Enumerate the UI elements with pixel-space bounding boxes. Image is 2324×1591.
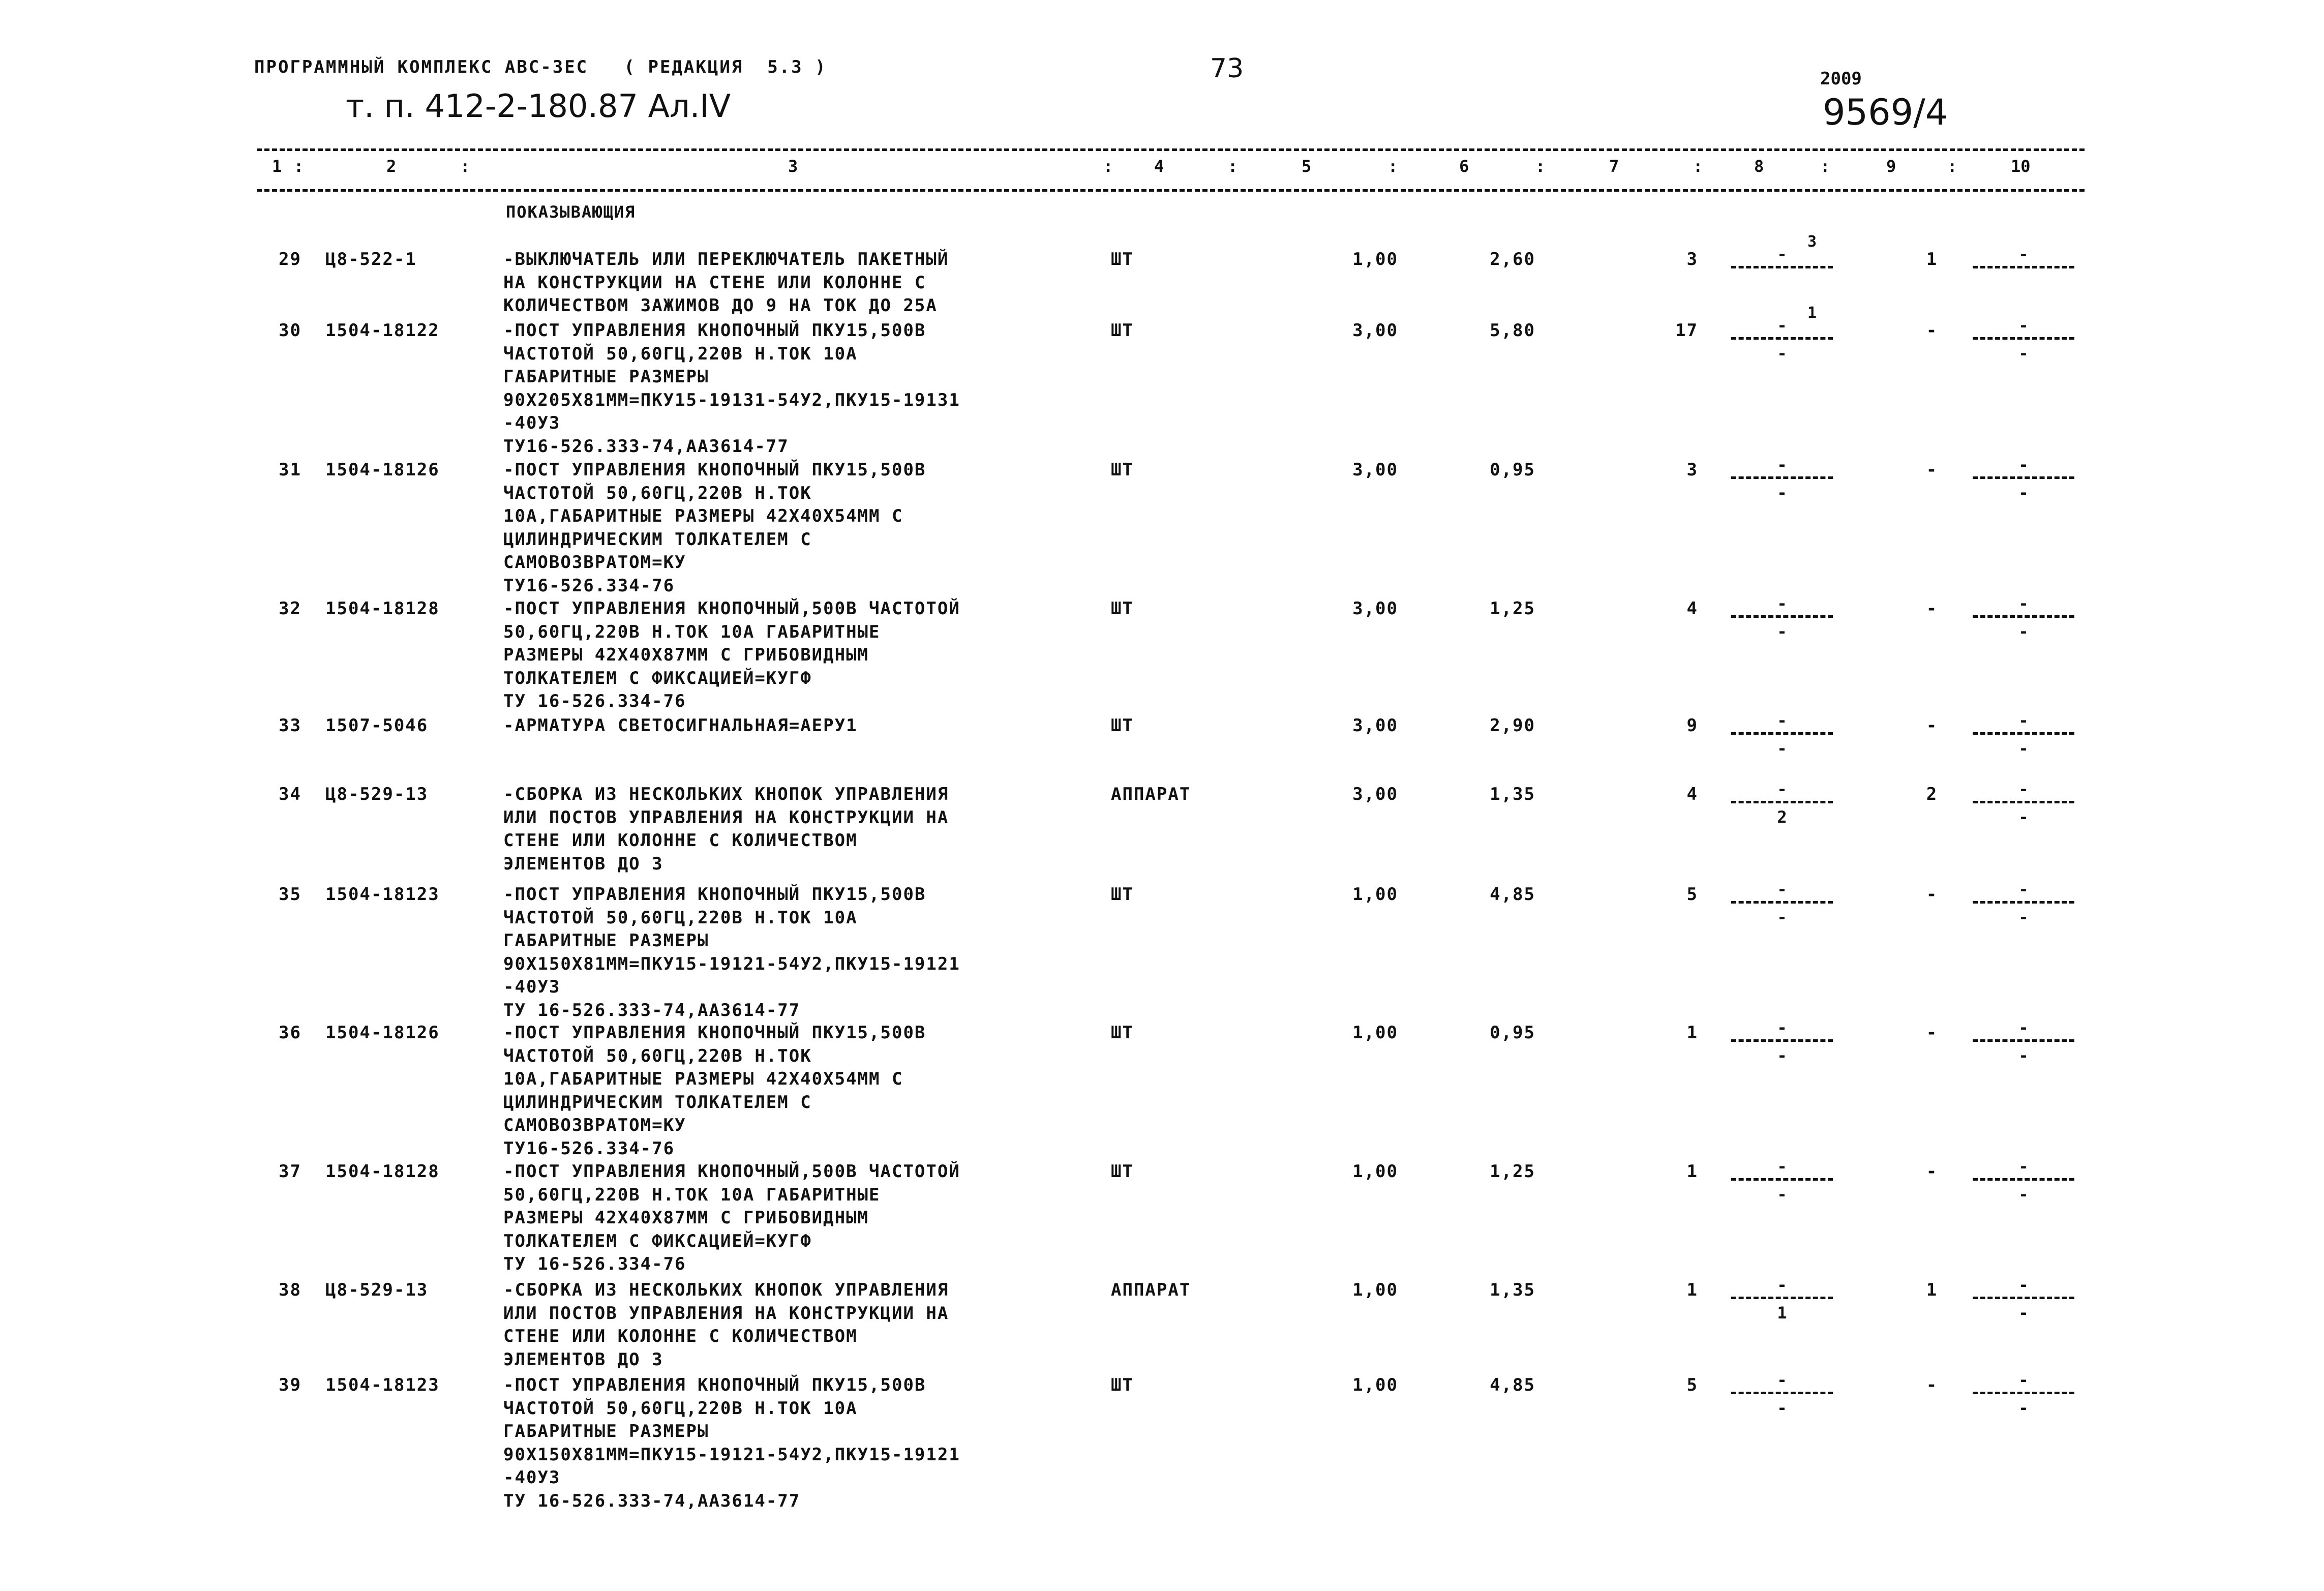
column-10-fraction bbox=[1973, 1276, 2074, 1322]
column-8-fraction-denominator: - bbox=[1777, 622, 1787, 641]
column-10-fraction-numerator: - bbox=[2018, 316, 2029, 335]
column-10-fraction bbox=[1973, 1019, 2074, 1064]
unit-price: 2,90 bbox=[1490, 715, 1535, 736]
column-7-value: 4 bbox=[1686, 784, 1698, 804]
item-description: -СБОРКА ИЗ НЕСКОЛЬКИХ КНОПОК УПРАВЛЕНИЯ ИЛИ ПОСТОВ УПРАВЛЕНИЯ НА КОНСТРУКЦИИ НА СТЕНЕ ИЛИ КОЛОННЕ С КОЛИЧЕСТВОМ ЭЛЕМЕНТОВ ДО 3 bbox=[503, 784, 949, 874]
column-10-fraction-divider bbox=[1973, 732, 2074, 735]
column-7-value: 17 bbox=[1675, 320, 1698, 341]
column-header-8: 8 bbox=[1754, 157, 1764, 176]
column-9-value: - bbox=[1926, 884, 1938, 905]
column-8-fraction-numerator: - bbox=[1777, 880, 1787, 899]
column-8-fraction-denominator bbox=[1731, 274, 1833, 291]
column-10-fraction-denominator: - bbox=[2018, 1303, 2029, 1323]
item-description: -ПОСТ УПРАВЛЕНИЯ КНОПОЧНЫЙ,500В ЧАСТОТОЙ 50,60ГЦ,220В Н.ТОК 10А ГАБАРИТНЫЕ РАЗМЕРЫ 42Х40Х87ММ С ГРИБОВИДНЫМ ТОЛКАТЕЛЕМ С ФИКСАЦИЕЙ=КУГФ ТУ 16-526.334-76 bbox=[503, 1161, 960, 1274]
quantity: 3,00 bbox=[1352, 460, 1398, 480]
unit-price: 4,85 bbox=[1490, 1375, 1535, 1395]
row-number: 36 bbox=[279, 1023, 301, 1043]
row-number: 35 bbox=[279, 884, 301, 905]
unit-price: 0,95 bbox=[1490, 1023, 1535, 1043]
column-10-fraction bbox=[1973, 317, 2074, 362]
unit-of-measure: ШТ bbox=[1111, 715, 1134, 736]
column-10-fraction bbox=[1973, 712, 2074, 757]
column-8-fraction-numerator: - bbox=[1777, 316, 1787, 335]
column-8-fraction bbox=[1731, 246, 1833, 291]
unit-of-measure: ШТ bbox=[1111, 1375, 1134, 1395]
column-10-fraction-divider bbox=[1973, 1297, 2074, 1299]
item-description: -ПОСТ УПРАВЛЕНИЯ КНОПОЧНЫЙ ПКУ15,500В ЧАСТОТОЙ 50,60ГЦ,220В Н.ТОК 10А ГАБАРИТНЫЕ РАЗМЕРЫ 90Х205Х81ММ=ПКУ15-19131-54У2,ПКУ15-19131 -40У3 ТУ16-526.333-74,АА3614-77 bbox=[503, 320, 960, 457]
item-code: 1504-18128 bbox=[325, 1161, 440, 1182]
column-10-fraction-numerator: - bbox=[2018, 779, 2029, 799]
column-10-fraction-numerator: - bbox=[2018, 711, 2029, 730]
column-8-fraction-denominator: - bbox=[1777, 1398, 1787, 1418]
unit-price: 1,35 bbox=[1490, 1280, 1535, 1300]
column-separator: : bbox=[294, 157, 304, 176]
column-separator: : bbox=[1693, 157, 1703, 176]
column-header-2: 2 bbox=[386, 157, 397, 176]
column-8-fraction bbox=[1731, 456, 1833, 501]
column-10-fraction-denominator: - bbox=[2018, 1046, 2029, 1065]
unit-price: 2,60 bbox=[1490, 249, 1535, 269]
column-9-value: - bbox=[1926, 460, 1938, 480]
column-10-fraction-denominator: - bbox=[2018, 622, 2029, 641]
inventory-number: 9569/4 bbox=[1823, 92, 1948, 133]
item-code: Ц8-529-13 bbox=[325, 784, 429, 804]
unit-of-measure: ШТ bbox=[1111, 884, 1134, 905]
section-title: ПОКАЗЫВАЮЩИЯ bbox=[506, 202, 636, 222]
unit-price: 0,95 bbox=[1490, 460, 1535, 480]
item-code: 1504-18122 bbox=[325, 320, 440, 341]
row-number: 30 bbox=[279, 320, 301, 341]
unit-price: 1,25 bbox=[1490, 598, 1535, 619]
column-10-fraction bbox=[1973, 595, 2074, 640]
column-9-value: - bbox=[1926, 1161, 1938, 1182]
column-7-value: 9 bbox=[1686, 715, 1698, 736]
column-separator: : bbox=[1947, 157, 1957, 176]
column-9-value: 2 bbox=[1926, 784, 1938, 804]
item-description: -ПОСТ УПРАВЛЕНИЯ КНОПОЧНЫЙ,500В ЧАСТОТОЙ 50,60ГЦ,220В Н.ТОК 10А ГАБАРИТНЫЕ РАЗМЕРЫ 42Х40Х87ММ С ГРИБОВИДНЫМ ТОЛКАТЕЛЕМ С ФИКСАЦИЕЙ=КУГФ ТУ 16-526.334-76 bbox=[503, 598, 960, 711]
unit-of-measure: АППАРАТ bbox=[1111, 1280, 1191, 1300]
quantity: 3,00 bbox=[1352, 598, 1398, 619]
column-10-fraction-numerator: - bbox=[2018, 1275, 2029, 1295]
row-number: 34 bbox=[279, 784, 301, 804]
column-10-fraction-numerator: - bbox=[2018, 1370, 2029, 1390]
column-8-fraction-divider bbox=[1731, 901, 1833, 904]
unit-of-measure: ШТ bbox=[1111, 249, 1134, 269]
column-10-fraction-numerator: - bbox=[2018, 1157, 2029, 1176]
column-10-fraction bbox=[1973, 456, 2074, 501]
unit-of-measure: ШТ bbox=[1111, 460, 1134, 480]
column-8-fraction-divider bbox=[1731, 1178, 1833, 1181]
column-8-fraction-denominator: - bbox=[1777, 908, 1787, 927]
column-8-fraction bbox=[1731, 712, 1833, 757]
quantity: 1,00 bbox=[1352, 1161, 1398, 1182]
column-7-value: 5 bbox=[1686, 884, 1698, 905]
column-separator: : bbox=[1388, 157, 1398, 176]
column-8-fraction-denominator: 1 bbox=[1777, 1303, 1787, 1323]
header-rule-top bbox=[257, 148, 2085, 151]
quantity: 1,00 bbox=[1352, 1023, 1398, 1043]
unit-price: 4,85 bbox=[1490, 884, 1535, 905]
column-10-fraction bbox=[1973, 1158, 2074, 1203]
item-code: 1504-18126 bbox=[325, 1023, 440, 1043]
unit-of-measure: ШТ bbox=[1111, 1161, 1134, 1182]
column-9-value: 1 bbox=[1926, 1280, 1938, 1300]
column-9-value: 1 bbox=[1926, 249, 1938, 269]
column-10-fraction-denominator: - bbox=[2018, 908, 2029, 927]
quantity: 1,00 bbox=[1352, 1375, 1398, 1395]
item-description: -ПОСТ УПРАВЛЕНИЯ КНОПОЧНЫЙ ПКУ15,500В ЧАСТОТОЙ 50,60ГЦ,220В Н.ТОК 10А,ГАБАРИТНЫЕ РАЗМЕРЫ 42Х40Х54ММ С ЦИЛИНДРИЧЕСКИМ ТОЛКАТЕЛЕМ С САМОВОЗВРАТОМ=КУ ТУ16-526.334-76 bbox=[503, 1023, 926, 1159]
row-number: 38 bbox=[279, 1280, 301, 1300]
column-8-fraction-divider bbox=[1731, 1297, 1833, 1299]
column-8-fraction-denominator: - bbox=[1777, 1046, 1787, 1065]
column-10-fraction-denominator: - bbox=[2018, 1398, 2029, 1418]
column-10-fraction-divider bbox=[1973, 801, 2074, 803]
column-9-value: - bbox=[1926, 598, 1938, 619]
column-9-value: - bbox=[1926, 320, 1938, 341]
unit-of-measure: ШТ bbox=[1111, 320, 1134, 341]
column-separator: : bbox=[1820, 157, 1830, 176]
column-10-fraction-divider bbox=[1973, 476, 2074, 479]
column-8-fraction bbox=[1731, 881, 1833, 926]
unit-of-measure: АППАРАТ bbox=[1111, 784, 1191, 804]
year-label: 2009 bbox=[1820, 69, 1862, 89]
column-8-superscript: 1 bbox=[1807, 304, 1817, 322]
column-10-fraction-divider bbox=[1973, 266, 2074, 268]
item-code: Ц8-529-13 bbox=[325, 1280, 429, 1300]
column-10-fraction-divider bbox=[1973, 1178, 2074, 1181]
row-number: 37 bbox=[279, 1161, 301, 1182]
item-code: 1507-5046 bbox=[325, 715, 429, 736]
column-8-fraction-numerator: - bbox=[1777, 779, 1787, 799]
column-8-fraction-numerator: - bbox=[1777, 1018, 1787, 1037]
column-8-fraction bbox=[1731, 317, 1833, 362]
project-code: т. п. 412-2-180.87 Ал.IV bbox=[346, 87, 731, 125]
page-number: 73 bbox=[1210, 53, 1244, 84]
row-number: 31 bbox=[279, 460, 301, 480]
quantity: 3,00 bbox=[1352, 715, 1398, 736]
column-8-fraction-numerator: - bbox=[1777, 711, 1787, 730]
column-10-fraction-denominator: - bbox=[2018, 483, 2029, 502]
quantity: 1,00 bbox=[1352, 249, 1398, 269]
row-number: 32 bbox=[279, 598, 301, 619]
column-header-7: 7 bbox=[1609, 157, 1619, 176]
column-8-fraction-numerator: - bbox=[1777, 1157, 1787, 1176]
column-8-fraction-divider bbox=[1731, 801, 1833, 803]
column-8-superscript: 3 bbox=[1807, 233, 1817, 251]
column-10-fraction-numerator: - bbox=[2018, 594, 2029, 613]
column-10-fraction-denominator: - bbox=[2018, 344, 2029, 363]
column-10-fraction bbox=[1973, 881, 2074, 926]
column-7-value: 1 bbox=[1686, 1023, 1698, 1043]
column-8-fraction-numerator: - bbox=[1777, 1275, 1787, 1295]
column-10-fraction-numerator: - bbox=[2018, 245, 2029, 264]
column-7-value: 3 bbox=[1686, 460, 1698, 480]
column-8-fraction-numerator: - bbox=[1777, 594, 1787, 613]
column-8-fraction bbox=[1731, 1158, 1833, 1203]
column-10-fraction-divider bbox=[1973, 1039, 2074, 1042]
item-description: -ПОСТ УПРАВЛЕНИЯ КНОПОЧНЫЙ ПКУ15,500В ЧАСТОТОЙ 50,60ГЦ,220В Н.ТОК 10А ГАБАРИТНЫЕ РАЗМЕРЫ 90Х150Х81ММ=ПКУ15-19121-54У2,ПКУ15-19121 -40У3 ТУ 16-526.333-74,АА3614-77 bbox=[503, 884, 960, 1020]
column-10-fraction bbox=[1973, 781, 2074, 826]
column-8-fraction bbox=[1731, 1276, 1833, 1322]
column-header-5: 5 bbox=[1302, 157, 1312, 176]
column-10-fraction-denominator: - bbox=[2018, 1185, 2029, 1204]
item-code: 1504-18128 bbox=[325, 598, 440, 619]
column-header-6: 6 bbox=[1459, 157, 1469, 176]
program-title: ПРОГРАММНЫЙ КОМПЛЕКС АВС-ЗЕС ( РЕДАКЦИЯ 5.3 ) bbox=[254, 57, 827, 77]
item-description: -АРМАТУРА СВЕТОСИГНАЛЬНАЯ=АЕРУ1 bbox=[503, 715, 858, 736]
item-description: -ПОСТ УПРАВЛЕНИЯ КНОПОЧНЫЙ ПКУ15,500В ЧАСТОТОЙ 50,60ГЦ,220В Н.ТОК 10А ГАБАРИТНЫЕ РАЗМЕРЫ 90Х150Х81ММ=ПКУ15-19121-54У2,ПКУ15-19121 -40У3 ТУ 16-526.333-74,АА3614-77 bbox=[503, 1375, 960, 1511]
column-7-value: 1 bbox=[1686, 1161, 1698, 1182]
row-number: 29 bbox=[279, 249, 301, 269]
column-10-fraction bbox=[1973, 1371, 2074, 1417]
column-header-3: 3 bbox=[788, 157, 798, 176]
column-7-value: 1 bbox=[1686, 1280, 1698, 1300]
column-header-4: 4 bbox=[1154, 157, 1164, 176]
column-9-value: - bbox=[1926, 1023, 1938, 1043]
column-7-value: 4 bbox=[1686, 598, 1698, 619]
row-number: 33 bbox=[279, 715, 301, 736]
column-10-fraction-divider bbox=[1973, 615, 2074, 618]
column-separator: : bbox=[1535, 157, 1546, 176]
header-rule-bottom bbox=[257, 189, 2085, 192]
column-10-fraction-denominator: - bbox=[2018, 807, 2029, 827]
column-9-value: - bbox=[1926, 715, 1938, 736]
column-10-fraction-numerator: - bbox=[2018, 1018, 2029, 1037]
column-8-fraction-divider bbox=[1731, 337, 1833, 340]
column-separator: : bbox=[1103, 157, 1113, 176]
quantity: 3,00 bbox=[1352, 784, 1398, 804]
item-description: -ВЫКЛЮЧАТЕЛЬ ИЛИ ПЕРЕКЛЮЧАТЕЛЬ ПАКЕТНЫЙ НА КОНСТРУКЦИИ НА СТЕНЕ ИЛИ КОЛОННЕ С КОЛИЧЕСТВОМ ЗАЖИМОВ ДО 9 НА ТОК ДО 25А bbox=[503, 249, 949, 316]
item-description: -ПОСТ УПРАВЛЕНИЯ КНОПОЧНЫЙ ПКУ15,500В ЧАСТОТОЙ 50,60ГЦ,220В Н.ТОК 10А,ГАБАРИТНЫЕ РАЗМЕРЫ 42Х40Х54ММ С ЦИЛИНДРИЧЕСКИМ ТОЛКАТЕЛЕМ С САМОВОЗВРАТОМ=КУ ТУ16-526.334-76 bbox=[503, 460, 926, 596]
column-8-fraction bbox=[1731, 781, 1833, 826]
unit-of-measure: ШТ bbox=[1111, 1023, 1134, 1043]
column-separator: : bbox=[460, 157, 470, 176]
column-10-fraction-divider bbox=[1973, 337, 2074, 340]
column-9-value: - bbox=[1926, 1375, 1938, 1395]
column-header-10: 10 bbox=[2011, 157, 2031, 176]
column-8-fraction-numerator: - bbox=[1777, 455, 1787, 474]
column-8-fraction-divider bbox=[1731, 732, 1833, 735]
unit-of-measure: ШТ bbox=[1111, 598, 1134, 619]
column-8-fraction-denominator: 2 bbox=[1777, 807, 1787, 827]
column-10-fraction-denominator bbox=[1973, 274, 2074, 291]
column-10-fraction-denominator: - bbox=[2018, 739, 2029, 758]
column-8-fraction-numerator: - bbox=[1777, 245, 1787, 264]
quantity: 1,00 bbox=[1352, 1280, 1398, 1300]
unit-price: 1,35 bbox=[1490, 784, 1535, 804]
unit-price: 1,25 bbox=[1490, 1161, 1535, 1182]
column-8-fraction bbox=[1731, 1019, 1833, 1064]
column-10-fraction-numerator: - bbox=[2018, 455, 2029, 474]
column-header-1: 1 bbox=[272, 157, 282, 176]
column-8-fraction-divider bbox=[1731, 266, 1833, 268]
column-8-fraction-numerator: - bbox=[1777, 1370, 1787, 1390]
column-8-fraction-divider bbox=[1731, 1392, 1833, 1394]
column-8-fraction-divider bbox=[1731, 476, 1833, 479]
unit-price: 5,80 bbox=[1490, 320, 1535, 341]
item-code: Ц8-522-1 bbox=[325, 249, 417, 269]
column-10-fraction-divider bbox=[1973, 1392, 2074, 1394]
column-8-fraction-denominator: - bbox=[1777, 1185, 1787, 1204]
column-8-fraction-denominator: - bbox=[1777, 344, 1787, 363]
column-8-fraction-denominator: - bbox=[1777, 483, 1787, 502]
column-7-value: 5 bbox=[1686, 1375, 1698, 1395]
column-8-fraction-denominator: - bbox=[1777, 739, 1787, 758]
column-10-fraction-numerator: - bbox=[2018, 880, 2029, 899]
quantity: 1,00 bbox=[1352, 884, 1398, 905]
item-code: 1504-18123 bbox=[325, 884, 440, 905]
column-8-fraction-divider bbox=[1731, 1039, 1833, 1042]
item-code: 1504-18126 bbox=[325, 460, 440, 480]
column-10-fraction-divider bbox=[1973, 901, 2074, 904]
row-number: 39 bbox=[279, 1375, 301, 1395]
column-7-value: 3 bbox=[1686, 249, 1698, 269]
column-8-fraction bbox=[1731, 595, 1833, 640]
item-code: 1504-18123 bbox=[325, 1375, 440, 1395]
column-8-fraction bbox=[1731, 1371, 1833, 1417]
column-8-fraction-divider bbox=[1731, 615, 1833, 618]
column-header-9: 9 bbox=[1886, 157, 1896, 176]
column-separator: : bbox=[1228, 157, 1238, 176]
column-10-fraction bbox=[1973, 246, 2074, 291]
item-description: -СБОРКА ИЗ НЕСКОЛЬКИХ КНОПОК УПРАВЛЕНИЯ ИЛИ ПОСТОВ УПРАВЛЕНИЯ НА КОНСТРУКЦИИ НА СТЕНЕ ИЛИ КОЛОННЕ С КОЛИЧЕСТВОМ ЭЛЕМЕНТОВ ДО 3 bbox=[503, 1280, 949, 1370]
quantity: 3,00 bbox=[1352, 320, 1398, 341]
